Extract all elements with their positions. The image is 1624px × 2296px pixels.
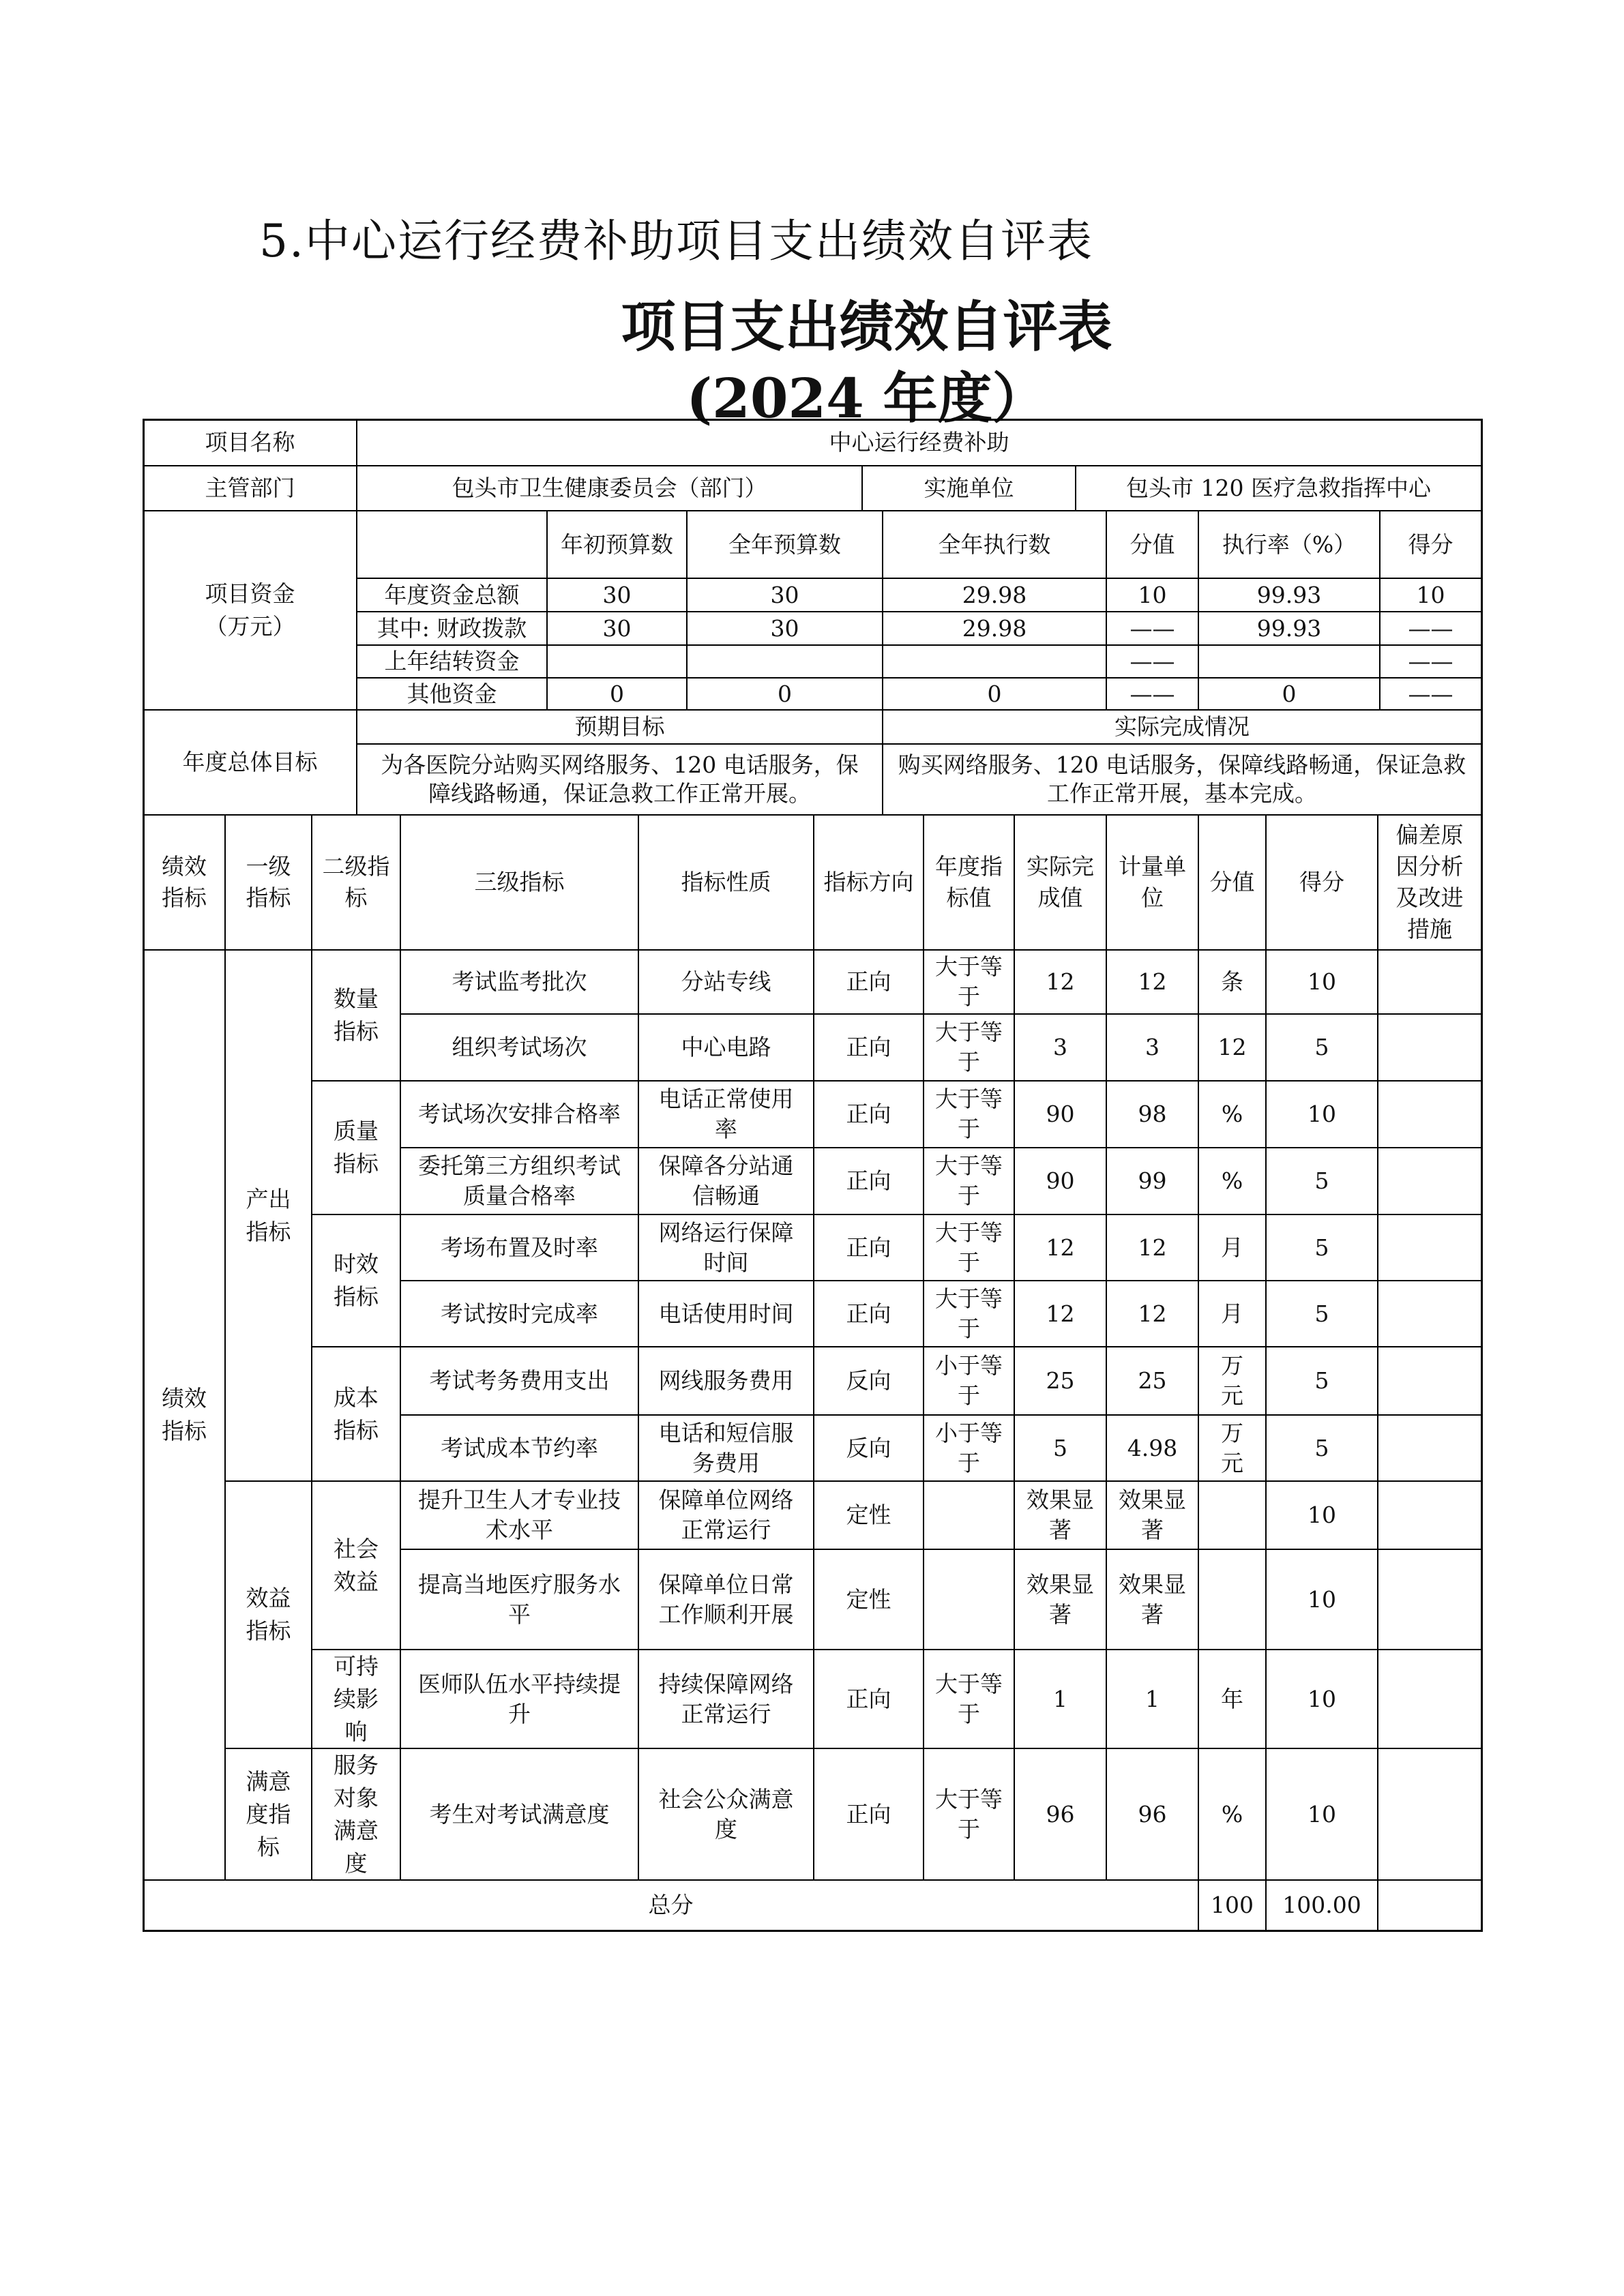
level1-output: 产出指标 xyxy=(224,949,312,1482)
indicator-header: 实际完成值 xyxy=(1014,814,1107,951)
indicator-cell-score: 5 xyxy=(1265,1214,1378,1281)
indicator-cell-actual: 效果显著 xyxy=(1014,1549,1107,1650)
funds-cell-score: 10 xyxy=(1379,578,1482,612)
indicator-cell-nature: 网线服务费用 xyxy=(638,1346,814,1416)
indicator-cell-unit_value: 4.98 xyxy=(1106,1414,1199,1482)
funds-cell-score: —— xyxy=(1379,644,1482,679)
indicator-cell-score: 5 xyxy=(1265,1280,1378,1347)
indicator-cell-note xyxy=(1377,1013,1482,1082)
indicator-cell-direction: 正向 xyxy=(813,1649,924,1749)
indicator-cell-note xyxy=(1377,1346,1482,1416)
funds-cell-score: —— xyxy=(1379,677,1482,711)
indicator-header: 偏差原因分析及改进措施 xyxy=(1377,814,1482,951)
indicator-cell-actual: 1 xyxy=(1014,1649,1107,1749)
funds-cell-annual: 30 xyxy=(686,578,883,612)
indicator-cell-note xyxy=(1377,1080,1482,1148)
indicator-cell-score: 5 xyxy=(1265,1414,1378,1482)
indicator-cell-direction: 正向 xyxy=(813,1013,924,1082)
indicator-cell-unit: 月 xyxy=(1198,1214,1267,1281)
funds-cell-initial xyxy=(546,644,688,679)
indicator-cell-nature: 持续保障网络正常运行 xyxy=(638,1649,814,1749)
indicator-header: 二级指标 xyxy=(311,814,401,951)
indicator-header: 年度指标值 xyxy=(923,814,1015,951)
indicator-cell-name: 考试成本节约率 xyxy=(400,1414,639,1482)
indicator-cell-unit_value: 1 xyxy=(1106,1649,1199,1749)
page-heading: 5.中心运行经费补助项目支出绩效自评表 xyxy=(259,215,1093,267)
funds-header: 全年执行数 xyxy=(882,510,1107,579)
indicator-cell-unit_value: 12 xyxy=(1106,949,1199,1015)
indicator-cell-nature: 保障各分站通信畅通 xyxy=(638,1147,814,1215)
indicator-cell-unit_value: 效果显著 xyxy=(1106,1549,1199,1650)
indicator-cell-note xyxy=(1377,1414,1482,1482)
indicator-cell-note xyxy=(1377,1748,1482,1881)
indicator-header: 三级指标 xyxy=(400,814,639,951)
indicator-cell-unit_value: 25 xyxy=(1106,1346,1199,1416)
unit-value: 包头市 120 医疗急救指挥中心 xyxy=(1075,465,1482,511)
funds-cell-name: 上年结转资金 xyxy=(356,644,548,679)
funds-cell-initial: 0 xyxy=(546,677,688,711)
funds-cell-rate xyxy=(1198,644,1381,679)
indicator-cell-direction: 正向 xyxy=(813,1080,924,1148)
goal-label: 年度总体目标 xyxy=(143,709,357,816)
indicator-cell-name: 提升卫生人才专业技术水平 xyxy=(400,1480,639,1550)
indicator-cell-unit: % xyxy=(1198,1147,1267,1215)
goal-actual-text: 购买网络服务、120 电话服务，保障线路畅通，保证急救工作正常开展，基本完成。 xyxy=(882,743,1482,816)
indicator-cell-target: 小于等于 xyxy=(923,1346,1015,1416)
indicator-cell-direction: 定性 xyxy=(813,1480,924,1550)
perf-indicator-label: 绩效指标 xyxy=(143,949,226,1881)
indicator-cell-nature: 中心电路 xyxy=(638,1013,814,1082)
indicator-cell-actual: 3 xyxy=(1014,1013,1107,1082)
indicator-cell-unit: 条 xyxy=(1198,949,1267,1015)
indicator-cell-unit: % xyxy=(1198,1080,1267,1148)
funds-cell-name: 其中: 财政拨款 xyxy=(356,611,548,646)
level2-label: 时效指标 xyxy=(311,1214,401,1347)
indicator-cell-unit: 万元 xyxy=(1198,1346,1267,1416)
indicator-header: 指标方向 xyxy=(813,814,924,951)
indicator-cell-nature: 电话和短信服务费用 xyxy=(638,1414,814,1482)
dept-label: 主管部门 xyxy=(143,465,357,511)
indicator-cell-score: 10 xyxy=(1265,949,1378,1015)
indicator-cell-name: 考试考务费用支出 xyxy=(400,1346,639,1416)
level2-label: 可持续影响 xyxy=(311,1649,401,1749)
funds-cell-executed: 29.98 xyxy=(882,578,1107,612)
indicator-cell-note xyxy=(1377,1147,1482,1215)
indicator-cell-name: 提高当地医疗服务水平 xyxy=(400,1549,639,1650)
indicator-cell-actual: 90 xyxy=(1014,1147,1107,1215)
funds-cell-score_value: —— xyxy=(1106,611,1199,646)
indicator-cell-target: 小于等于 xyxy=(923,1414,1015,1482)
indicator-cell-unit xyxy=(1198,1480,1267,1550)
funds-cell-executed: 29.98 xyxy=(882,611,1107,646)
indicator-cell-score: 10 xyxy=(1265,1549,1378,1650)
indicator-cell-name: 委托第三方组织考试质量合格率 xyxy=(400,1147,639,1215)
indicator-cell-note xyxy=(1377,1480,1482,1550)
indicator-cell-unit_value: 效果显著 xyxy=(1106,1480,1199,1550)
indicator-cell-nature: 电话使用时间 xyxy=(638,1280,814,1347)
level2-label: 质量指标 xyxy=(311,1080,401,1215)
indicator-cell-direction: 正向 xyxy=(813,1280,924,1347)
indicator-cell-target: 大于等于 xyxy=(923,949,1015,1015)
level1-satisfaction: 满意度指标 xyxy=(224,1748,312,1881)
funds-header-blank xyxy=(356,510,548,579)
funds-header: 分值 xyxy=(1106,510,1199,579)
funds-header: 得分 xyxy=(1379,510,1482,579)
funds-cell-annual: 30 xyxy=(686,611,883,646)
funds-cell-executed: 0 xyxy=(882,677,1107,711)
indicator-cell-unit_value: 99 xyxy=(1106,1147,1199,1215)
indicator-cell-score: 10 xyxy=(1265,1748,1378,1881)
page-title: 项目支出绩效自评表 xyxy=(621,295,1112,359)
indicator-cell-actual: 96 xyxy=(1014,1748,1107,1881)
indicator-header: 得分 xyxy=(1265,814,1378,951)
total-note xyxy=(1377,1879,1482,1931)
indicator-cell-target xyxy=(923,1480,1015,1550)
indicator-cell-score: 10 xyxy=(1265,1480,1378,1550)
total-score: 100.00 xyxy=(1265,1879,1378,1931)
indicator-header: 指标性质 xyxy=(638,814,814,951)
level2-label: 成本指标 xyxy=(311,1346,401,1482)
funds-cell-executed xyxy=(882,644,1107,679)
indicator-header: 分值 xyxy=(1198,814,1267,951)
indicator-cell-score: 5 xyxy=(1265,1147,1378,1215)
indicator-cell-unit: 月 xyxy=(1198,1280,1267,1347)
funds-cell-name: 年度资金总额 xyxy=(356,578,548,612)
indicator-header: 计量单位 xyxy=(1106,814,1199,951)
funds-cell-score_value: —— xyxy=(1106,644,1199,679)
indicator-cell-target: 大于等于 xyxy=(923,1080,1015,1148)
indicator-cell-note xyxy=(1377,1280,1482,1347)
indicator-header: 一级指标 xyxy=(224,814,312,951)
indicator-cell-nature: 分站专线 xyxy=(638,949,814,1015)
project-name-value: 中心运行经费补助 xyxy=(356,419,1482,466)
page-year: (2024 年度） xyxy=(686,366,1047,430)
indicator-cell-name: 考试监考批次 xyxy=(400,949,639,1015)
level2-label: 数量指标 xyxy=(311,949,401,1082)
goal-expected-label: 预期目标 xyxy=(356,709,883,745)
indicator-cell-note xyxy=(1377,1649,1482,1749)
indicator-cell-unit_value: 12 xyxy=(1106,1280,1199,1347)
indicator-cell-actual: 5 xyxy=(1014,1414,1107,1482)
indicator-cell-name: 考生对考试满意度 xyxy=(400,1748,639,1881)
indicator-cell-score: 5 xyxy=(1265,1013,1378,1082)
indicator-cell-direction: 正向 xyxy=(813,949,924,1015)
goal-expected-text: 为各医院分站购买网络服务、120 电话服务，保障线路畅通，保证急救工作正常开展。 xyxy=(356,743,883,816)
indicator-cell-unit: 万元 xyxy=(1198,1414,1267,1482)
funds-cell-annual xyxy=(686,644,883,679)
indicator-cell-target: 大于等于 xyxy=(923,1748,1015,1881)
indicator-cell-target: 大于等于 xyxy=(923,1013,1015,1082)
funds-cell-score: —— xyxy=(1379,611,1482,646)
funds-cell-score_value: 10 xyxy=(1106,578,1199,612)
indicator-cell-direction: 正向 xyxy=(813,1748,924,1881)
indicator-cell-score: 10 xyxy=(1265,1649,1378,1749)
indicator-cell-unit_value: 12 xyxy=(1106,1214,1199,1281)
indicator-cell-unit: % xyxy=(1198,1748,1267,1881)
indicator-cell-actual: 12 xyxy=(1014,1214,1107,1281)
indicator-cell-note xyxy=(1377,1549,1482,1650)
indicator-cell-name: 考试场次安排合格率 xyxy=(400,1080,639,1148)
indicator-cell-name: 组织考试场次 xyxy=(400,1013,639,1082)
indicator-cell-unit_value: 96 xyxy=(1106,1748,1199,1881)
unit-label: 实施单位 xyxy=(861,465,1076,511)
indicator-cell-note xyxy=(1377,1214,1482,1281)
funds-header: 执行率（%） xyxy=(1198,510,1381,579)
funds-cell-name: 其他资金 xyxy=(356,677,548,711)
indicator-cell-direction: 正向 xyxy=(813,1214,924,1281)
indicator-cell-name: 考试按时完成率 xyxy=(400,1280,639,1347)
level2-label: 社会效益 xyxy=(311,1480,401,1650)
indicator-cell-direction: 定性 xyxy=(813,1549,924,1650)
indicator-cell-unit xyxy=(1198,1549,1267,1650)
indicator-cell-actual: 90 xyxy=(1014,1080,1107,1148)
funds-cell-score_value: —— xyxy=(1106,677,1199,711)
funds-cell-rate: 99.93 xyxy=(1198,578,1381,612)
indicator-cell-score: 10 xyxy=(1265,1080,1378,1148)
indicator-cell-target: 大于等于 xyxy=(923,1214,1015,1281)
funds-header: 年初预算数 xyxy=(546,510,688,579)
funds-cell-rate: 99.93 xyxy=(1198,611,1381,646)
funds-header: 全年预算数 xyxy=(686,510,883,579)
indicator-cell-target: 大于等于 xyxy=(923,1649,1015,1749)
funds-cell-initial: 30 xyxy=(546,578,688,612)
funds-cell-annual: 0 xyxy=(686,677,883,711)
dept-value: 包头市卫生健康委员会（部门） xyxy=(356,465,863,511)
indicator-cell-nature: 电话正常使用率 xyxy=(638,1080,814,1148)
indicator-cell-unit: 12 xyxy=(1198,1013,1267,1082)
indicator-cell-target: 大于等于 xyxy=(923,1147,1015,1215)
indicator-cell-actual: 25 xyxy=(1014,1346,1107,1416)
indicator-cell-score: 5 xyxy=(1265,1346,1378,1416)
indicator-cell-direction: 反向 xyxy=(813,1346,924,1416)
indicator-cell-actual: 12 xyxy=(1014,1280,1107,1347)
indicator-cell-unit: 年 xyxy=(1198,1649,1267,1749)
indicator-cell-unit_value: 98 xyxy=(1106,1080,1199,1148)
total-value: 100 xyxy=(1198,1879,1267,1931)
indicator-cell-name: 医师队伍水平持续提升 xyxy=(400,1649,639,1749)
indicator-cell-nature: 保障单位日常工作顺利开展 xyxy=(638,1549,814,1650)
indicator-cell-direction: 正向 xyxy=(813,1147,924,1215)
indicator-cell-unit_value: 3 xyxy=(1106,1013,1199,1082)
indicator-cell-target: 大于等于 xyxy=(923,1280,1015,1347)
funds-cell-rate: 0 xyxy=(1198,677,1381,711)
indicator-cell-target xyxy=(923,1549,1015,1650)
indicator-cell-direction: 反向 xyxy=(813,1414,924,1482)
total-label: 总分 xyxy=(143,1879,1199,1931)
indicator-cell-note xyxy=(1377,949,1482,1015)
level1-benefit: 效益指标 xyxy=(224,1480,312,1749)
indicator-cell-name: 考场布置及时率 xyxy=(400,1214,639,1281)
indicator-cell-actual: 效果显著 xyxy=(1014,1480,1107,1550)
goal-actual-label: 实际完成情况 xyxy=(882,709,1482,745)
indicator-cell-nature: 社会公众满意度 xyxy=(638,1748,814,1881)
funds-cell-initial: 30 xyxy=(546,611,688,646)
funds-label: 项目资金 （万元） xyxy=(143,510,357,711)
level2-label: 服务对象满意度 xyxy=(311,1748,401,1881)
indicator-cell-actual: 12 xyxy=(1014,949,1107,1015)
indicator-cell-nature: 网络运行保障时间 xyxy=(638,1214,814,1281)
indicator-header: 绩效指标 xyxy=(143,814,226,951)
project-name-label: 项目名称 xyxy=(143,419,357,466)
indicator-cell-nature: 保障单位网络正常运行 xyxy=(638,1480,814,1550)
